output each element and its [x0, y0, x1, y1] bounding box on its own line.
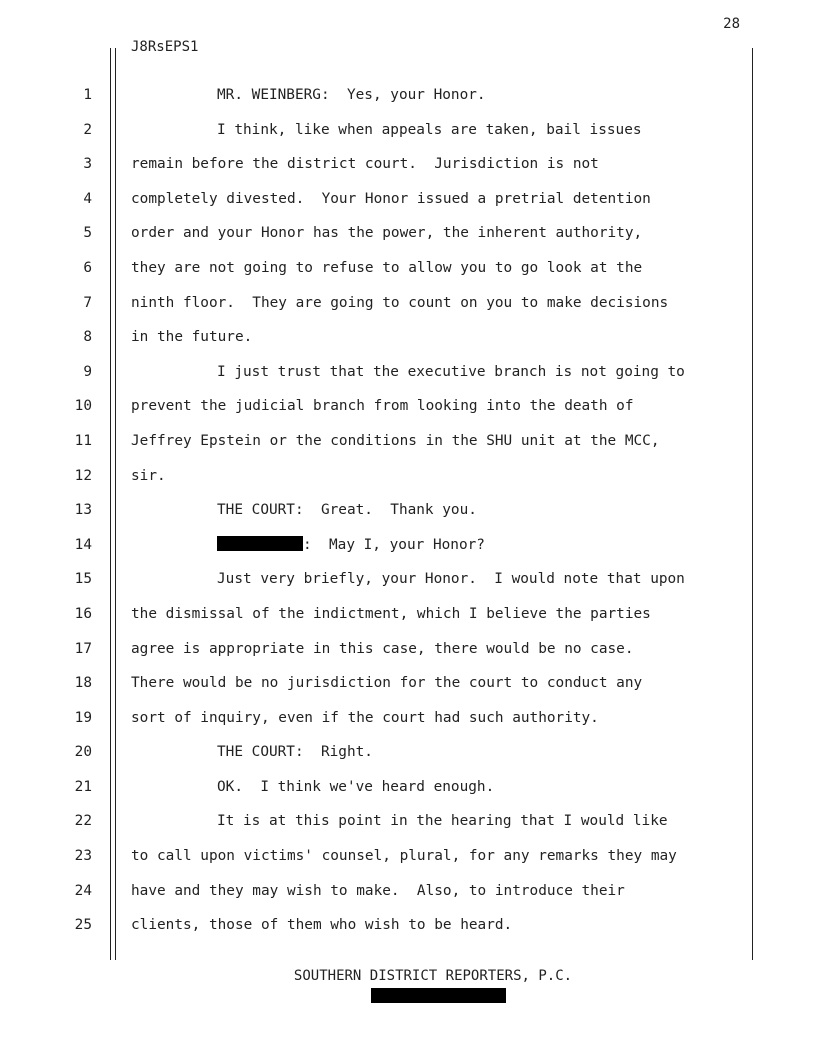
transcript-line — [0, 216, 816, 251]
transcript-line — [0, 666, 816, 701]
line-content: completely divested. Your Honor issued a pretrial detention — [131, 190, 651, 207]
transcript-line — [0, 908, 816, 943]
line-number: 20 — [74, 744, 92, 761]
line-content: prevent the judicial branch from looking into the death of — [131, 398, 634, 415]
line-content: have and they may wish to make. Also, to introduce their — [131, 882, 625, 899]
transcript-line — [0, 804, 816, 839]
transcript-line — [0, 424, 816, 459]
page-number: 28 — [723, 16, 740, 32]
line-text — [217, 562, 685, 597]
transcript-line — [0, 493, 816, 528]
line-number: 1 — [83, 87, 92, 103]
line-text — [131, 424, 660, 459]
line-text — [131, 839, 677, 874]
line-number: 7 — [83, 294, 92, 311]
line-text — [131, 389, 634, 424]
line-content: Jeffrey Epstein or the conditions in the SHU unit at the MCC, — [131, 432, 660, 449]
line-content: MR. WEINBERG: Yes, your Honor. — [217, 87, 486, 103]
redaction-bar — [217, 536, 303, 551]
transcript-line — [0, 113, 816, 148]
line-text — [131, 182, 651, 217]
footer-reporter: SOUTHERN DISTRICT REPORTERS, P.C. — [293, 968, 573, 984]
line-content: It is at this point in the hearing that I would like — [217, 813, 668, 830]
transcript-line — [0, 78, 816, 113]
line-content: they are not going to refuse to allow you to go look at the — [131, 259, 643, 276]
line-content: THE COURT: Great. Thank you. — [217, 502, 477, 519]
line-content: the dismissal of the indictment, which I believe the parties — [131, 605, 651, 622]
line-number: 19 — [74, 709, 92, 726]
transcript-line — [0, 320, 816, 355]
line-text — [131, 286, 668, 321]
line-content: to call upon victims' counsel, plural, for any remarks they may — [131, 848, 677, 865]
line-number: 2 — [83, 121, 92, 138]
line-text — [131, 147, 599, 182]
line-text — [217, 770, 494, 805]
line-number: 15 — [74, 571, 92, 588]
case-identifier: J8RsEPS1 — [131, 39, 199, 55]
transcript-line — [0, 147, 816, 182]
transcript-line — [0, 597, 816, 632]
line-number: 10 — [74, 398, 92, 415]
line-content: I just trust that the executive branch is not going to — [217, 363, 685, 380]
transcript-line — [0, 735, 816, 770]
line-text — [217, 735, 373, 770]
transcript-line — [0, 701, 816, 736]
line-content: remain before the district court. Jurisdiction is not — [131, 156, 599, 173]
line-text — [131, 632, 634, 667]
transcript-line — [0, 874, 816, 909]
line-number: 21 — [74, 778, 92, 795]
line-content: sort of inquiry, even if the court had such authority. — [131, 709, 599, 726]
transcript-line — [0, 182, 816, 217]
line-number: 9 — [83, 363, 92, 380]
line-text — [131, 908, 512, 943]
line-number: 8 — [83, 329, 92, 346]
transcript-line — [0, 355, 816, 390]
line-text — [131, 597, 651, 632]
transcript-line — [0, 770, 816, 805]
transcript-body — [0, 78, 816, 943]
transcript-line — [0, 286, 816, 321]
transcript-line — [0, 459, 816, 494]
line-number: 11 — [74, 432, 92, 449]
line-text — [217, 78, 486, 113]
line-number: 14 — [74, 536, 92, 553]
line-content: in the future. — [131, 329, 253, 346]
line-content: ninth floor. They are going to count on you to make decisions — [131, 294, 669, 311]
line-number: 6 — [83, 259, 92, 276]
line-text — [217, 493, 477, 528]
line-number: 16 — [74, 605, 92, 622]
line-text — [131, 251, 642, 286]
line-number: 13 — [74, 502, 92, 519]
line-text — [131, 459, 166, 494]
line-content: There would be no jurisdiction for the court to conduct any — [131, 675, 643, 692]
line-text — [217, 355, 685, 390]
transcript-line — [0, 839, 816, 874]
transcript-line — [0, 528, 816, 563]
line-content: agree is appropriate in this case, there would be no case. — [131, 640, 634, 657]
line-content: order and your Honor has the power, the inherent authority, — [131, 225, 643, 242]
line-text — [217, 804, 668, 839]
transcript-line — [0, 389, 816, 424]
line-text — [217, 528, 485, 563]
line-number: 4 — [83, 190, 92, 207]
line-number: 12 — [74, 467, 92, 484]
line-content: : May I, your Honor? — [303, 536, 485, 553]
line-text — [131, 216, 642, 251]
line-content: Just very briefly, your Honor. I would note that upon — [217, 571, 685, 588]
line-number: 24 — [74, 882, 92, 899]
line-text — [131, 874, 625, 909]
line-content: I think, like when appeals are taken, bail issues — [217, 121, 642, 138]
line-content: THE COURT: Right. — [217, 744, 373, 761]
line-text — [217, 113, 642, 148]
line-content: clients, those of them who wish to be heard. — [131, 917, 513, 934]
line-number: 23 — [74, 848, 92, 865]
line-number: 3 — [83, 156, 92, 173]
line-content: sir. — [131, 467, 166, 484]
footer-redaction-bar — [371, 988, 506, 1003]
line-number: 22 — [74, 813, 92, 830]
line-text — [131, 320, 252, 355]
line-number: 17 — [74, 640, 92, 657]
line-text — [131, 701, 599, 736]
line-number: 25 — [74, 917, 92, 934]
line-number: 5 — [83, 225, 92, 242]
line-number: 18 — [74, 675, 92, 692]
transcript-line — [0, 562, 816, 597]
transcript-line — [0, 251, 816, 286]
line-content: OK. I think we've heard enough. — [217, 778, 495, 795]
transcript-line — [0, 632, 816, 667]
line-text — [131, 666, 642, 701]
